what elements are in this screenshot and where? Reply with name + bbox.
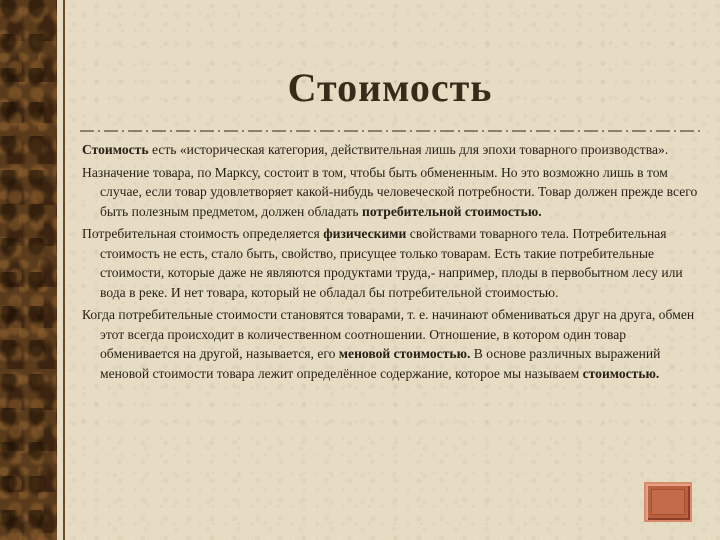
decorative-vertical-line <box>63 0 65 540</box>
paragraph-segment: есть «историческая категория, действительная лишь для эпохи товарного производства». <box>148 142 669 157</box>
dash-dot-divider <box>80 125 700 137</box>
paragraph-segment: стоимостью. <box>582 365 660 381</box>
paragraph-segment: свойствами товарного тела. Потребительная стоимость не есть, стало быть, свойство, присущее только товарам. Есть такие потребительные стоимости, которые даже не являются продуктами труда,- например, плоды в первобытном лесу или вода в реке. И нет товара, который не обладал бы потребительной стоимостью. <box>100 226 683 300</box>
paragraph-segment: физическими <box>323 226 407 241</box>
paragraph-segment: Когда потребительные стоимости становятся товарами, т. е. начинают обмениваться друг на друга, обмен этот всегда происходит в количественном соотношении. Отношение, в котором один товар обменивается на другой, называется, его <box>82 307 695 361</box>
paragraph-segment: потребительной стоимостью. <box>361 203 542 219</box>
paragraph-segment: Потребительная стоимость определяется <box>82 226 324 241</box>
paragraph <box>82 140 698 160</box>
slide-title: Стоимость <box>287 65 493 110</box>
paragraph <box>82 224 698 302</box>
slide-action-button[interactable] <box>644 482 692 522</box>
paragraph <box>82 163 698 222</box>
slide-body <box>82 140 698 386</box>
paragraph <box>82 305 698 383</box>
action-button-face <box>651 489 685 515</box>
decorative-left-band <box>0 0 57 540</box>
paragraph-segment: Назначение товара, по Марксу, состоит в том, чтобы быть обмененным. Но это возможно лишь в том случае, если товар удовлетворяет какой-нибудь человеческой потребности. Товар должен прежде всего быть полезным предметом, должен обладать <box>82 164 698 219</box>
paragraph-segment: Стоимость <box>82 142 149 157</box>
paragraph-segment: В основе различных выражений меновой стоимости товара лежит определённое содержание, которое мы называем <box>100 346 661 381</box>
paragraph-segment: меновой стоимостью. <box>338 346 471 361</box>
